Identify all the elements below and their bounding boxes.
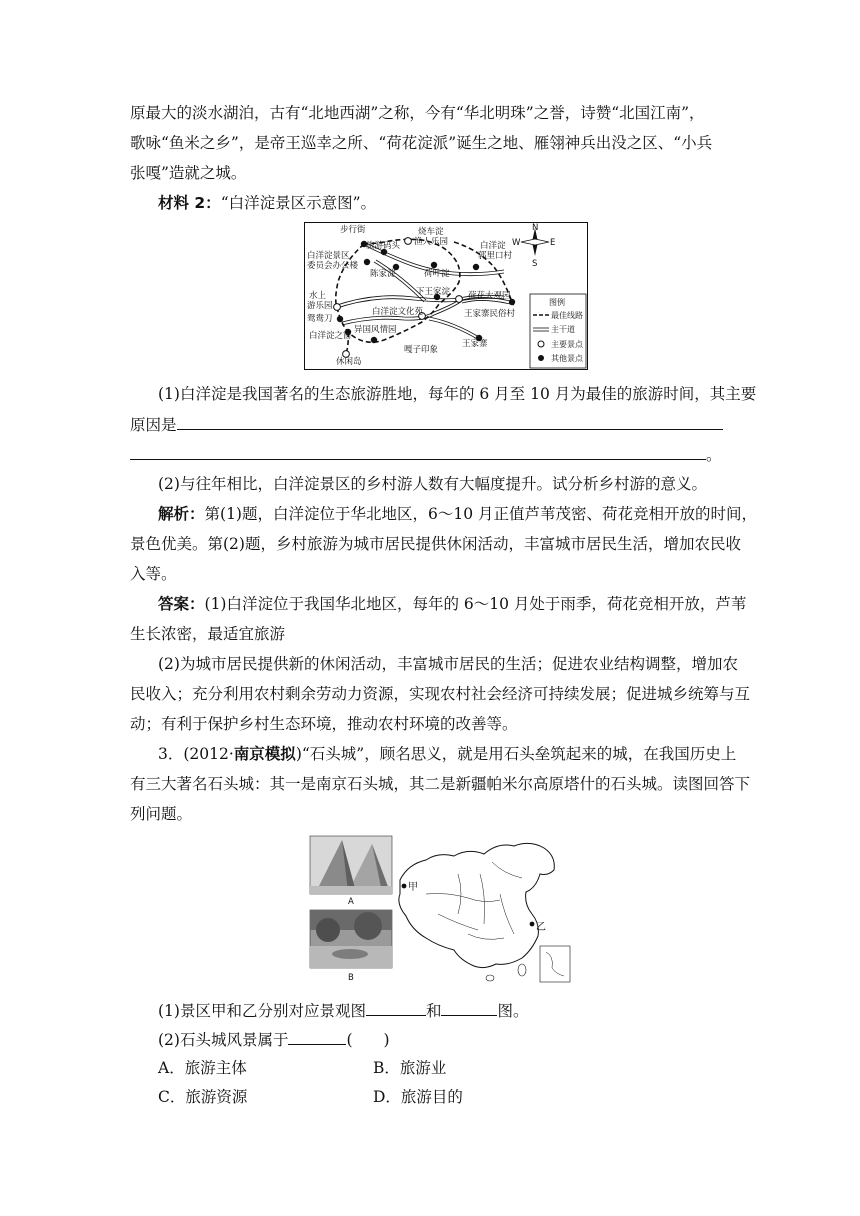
question-3-line-1: 3．(2012·南京模拟)“石头城”，顾名思义，就是用石头垒筑起来的城，在我国历史上: [158, 745, 737, 763]
south-sea-inset: [540, 946, 570, 982]
label-photo-a: A: [348, 897, 354, 907]
answer-blank-1[interactable]: [177, 414, 723, 430]
photo-a: [310, 836, 392, 894]
analysis-line-3: 入等。: [130, 565, 177, 583]
subquestion-1: (1)景区甲和乙分别对应景观图 和 图。: [158, 1002, 529, 1020]
svg-text:N: N: [532, 223, 539, 233]
svg-text:S: S: [532, 259, 538, 269]
label-gaziyinxiang: 嘎子印象: [404, 345, 439, 355]
label-yi: 乙: [536, 922, 546, 933]
label-hehuadaguanyuan: 荷花大观园: [468, 291, 511, 301]
blank-choice[interactable]: [288, 1029, 346, 1045]
answer-blank-2[interactable]: [130, 444, 706, 460]
answer-line-1: 答案：(1)白洋淀位于我国华北地区，每年的 6～10 月处于雨季，荷花竞相开放，芦苇: [158, 595, 747, 613]
answer-line-3: (2)为城市居民提供新的休闲活动，丰富城市居民的生活；促进农业结构调整，增加农: [158, 655, 738, 673]
label-yuanyangdao: 鸳鸯刀: [307, 314, 333, 324]
label-chenjiading: 陈家淀: [370, 269, 396, 279]
legend-best: 最佳线路: [551, 311, 583, 320]
label-shaocheding: 烧车淀: [418, 227, 444, 237]
question-2: (2)与往年相比，白洋淀景区的乡村游人数有大幅度提升。试分析乡村游的意义。: [158, 475, 707, 493]
answer-line-2: 生长浓密，最适宜旅游: [130, 625, 286, 643]
label-photo-b: B: [348, 973, 354, 983]
label-lvyoumatou: 旅游码头: [366, 241, 401, 251]
question-1-line-3: 。: [130, 444, 722, 465]
marker-yi: [530, 922, 535, 927]
label-xiawangjiading: 下王家淀: [416, 287, 451, 297]
question-3-line-2: 有三大著名石头城：其一是南京石头城，其二是新疆帕米尔高原塔什的石头城。读图回答下: [130, 775, 751, 793]
text-line-1: 原最大的淡水湖泊，古有“北地西湖”之称，今有“华北明珠”之誉，诗赞“北国江南”，: [130, 104, 705, 122]
label-shuishang-2: 游乐园: [307, 301, 333, 311]
blank-jia[interactable]: [366, 1000, 426, 1016]
option-a[interactable]: A．旅游主体: [158, 1059, 247, 1077]
svg-text:E: E: [550, 238, 556, 248]
legend-other: 其他景点: [551, 354, 583, 363]
label-shuishang-1: 水上: [309, 291, 327, 301]
text-line-3: 张嘎”造就之城。: [130, 164, 247, 182]
label-heyeding: 荷叶淀: [424, 269, 450, 279]
analysis-label: 解析：: [158, 505, 205, 523]
analysis-line-1: 解析：第(1)题，白洋淀位于华北地区，6～10 月正值芦苇茂密、荷花竞相开放的时间，: [158, 505, 757, 523]
text-line-2: 歌咏“鱼米之乡”，是帝王巡幸之所、“荷花淀派”诞生之地、雁翎神兵出没之区、“小兵: [130, 134, 713, 152]
baiyangdian-map: [304, 222, 588, 370]
material-2-line: [158, 193, 376, 213]
label-wangjiazhai-minsu: 王家寨民俗村: [464, 309, 516, 319]
legend-title: 图例: [549, 298, 565, 307]
marker-jia: [402, 884, 407, 889]
answer-label: 答案：: [158, 595, 205, 613]
map-legend: [530, 294, 586, 368]
legend-main: 主干道: [551, 325, 575, 334]
label-bydzhichuang: 白洋淀之窗: [309, 331, 352, 341]
blank-yi[interactable]: [441, 1000, 497, 1016]
material-2-title: “白洋淀景区示意图”。: [220, 194, 377, 212]
legend-major: 主要景点: [551, 340, 583, 349]
label-guolikou-2: 郭里口村: [478, 251, 513, 261]
svg-text:W: W: [512, 238, 521, 248]
label-xiuxiandao: 休闲岛: [336, 357, 362, 367]
label-bydjq-1: 白洋淀景区: [307, 251, 350, 261]
option-b[interactable]: B．旅游业: [373, 1059, 447, 1077]
label-guolikou-1: 白洋淀: [480, 241, 506, 251]
label-wenhuayuan: 白洋淀文化苑: [372, 307, 424, 317]
material-2-label: 材料 2：: [158, 194, 221, 212]
answer-line-5: 动；有利于保护乡村生态环境，推动农村环境的改善等。: [130, 715, 518, 733]
option-c[interactable]: C．旅游资源: [158, 1088, 248, 1106]
label-yiguofengqing: 异国风情园: [354, 325, 397, 335]
answer-line-4: 民收入；充分利用农村剩余劳动力资源，实现农村社会经济可持续发展；促进城乡统筹与互: [130, 685, 751, 703]
label-buxingjie: 步行街: [340, 225, 366, 235]
stone-city-figure: [308, 834, 574, 984]
analysis-line-2: 景色优美。第(2)题，乡村旅游为城市居民提供休闲活动，丰富城市居民生活，增加农民收: [130, 535, 741, 553]
question-1-line-2: 原因是: [130, 414, 723, 435]
question-3-source: 南京模拟: [233, 745, 296, 763]
label-yurenleyuan: 渔人乐园: [414, 237, 449, 247]
option-d[interactable]: D．旅游目的: [373, 1088, 463, 1106]
label-bydjq-2: 委员会办公楼: [307, 261, 359, 271]
subquestion-2: (2)石头城风景属于 ( ): [158, 1031, 390, 1049]
label-jia: 甲: [408, 882, 418, 893]
question-1-line-1: (1)白洋淀是我国著名的生态旅游胜地，每年的 6 月至 10 月为最佳的旅游时间，其主要: [158, 385, 757, 403]
label-wangjiazhai: 王家寨: [462, 339, 488, 349]
photo-b: [310, 910, 392, 968]
question-3-line-3: 列问题。: [130, 805, 193, 823]
china-map: [399, 843, 570, 982]
